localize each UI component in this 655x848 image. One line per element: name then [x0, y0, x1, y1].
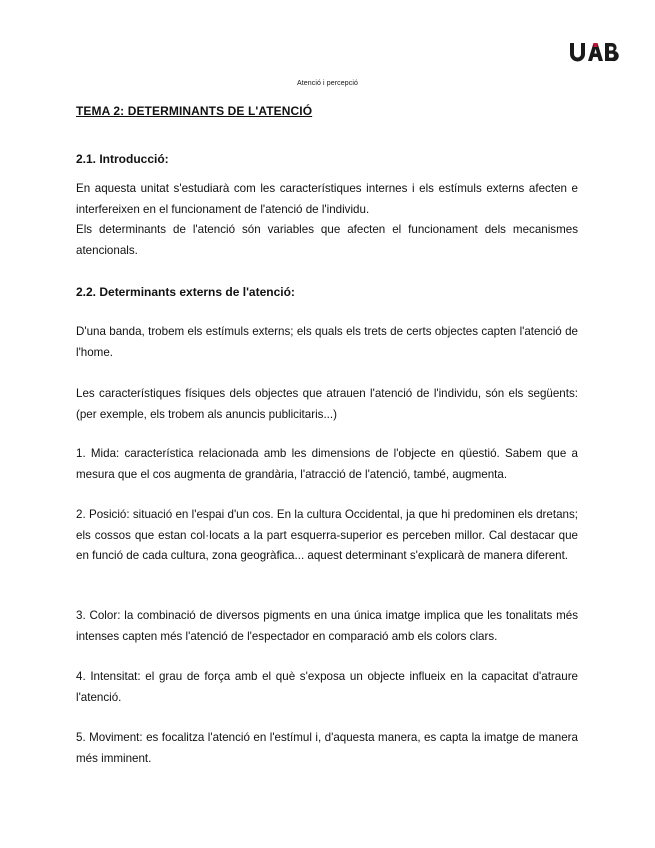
paragraph-intro-1: En aquesta unitat s'estudiarà com les característiques internes i els estímuls externs afecten e interfereixen en el funcionament de l'atenció de l'individu.: [76, 182, 578, 216]
list-item-intensitat: 4. Intensitat: el grau de força amb el què s'exposa un objecte influeix en la capacitat d'atraure l'atenció.: [76, 670, 578, 704]
section-heading-introduction: 2.1. Introducció:: [76, 152, 169, 166]
page-title: TEMA 2: DETERMINANTS DE L'ATENCIÓ: [76, 104, 313, 118]
paragraph-external-2: Les característiques físiques dels objectes que atrauen l'atenció de l'individu, són els següents: (per exemple, els trobem als anuncis publicitaris...): [76, 387, 578, 421]
list-item-mida: 1. Mida: característica relacionada amb les dimensions de l'objecte en qüestió. Sabem que a mesura que el cos augmenta de grandària, l'atracció de l'atenció, també, augmenta.: [76, 447, 578, 481]
paragraph-intro-2: Els determinants de l'atenció són variables que afecten el funcionament dels mecanismes atencionals.: [76, 223, 578, 257]
list-item-posicio: 2. Posició: situació en l'espai d'un cos. En la cultura Occidental, ja que hi predominen els dretans; els cossos que estan col·locats a la part esquerra-superior es perceben millor. Cal destacar que en funció de cada cultura, zona geogràfica... aquest determinant s'explicarà de manera diferent.: [76, 508, 578, 562]
section-heading-external-determinants: 2.2. Determinants externs de l'atenció:: [76, 285, 295, 299]
list-item-color: 3. Color: la combinació de diversos pigments en una única imatge implica que les tonalitats més intenses capten més l'atenció de l'espectador en comparació amb els colors clars.: [76, 609, 578, 643]
page-header: Atenció i percepció: [296, 80, 359, 87]
uab-logo: [569, 41, 619, 63]
paragraph-external-1: D'una banda, trobem els estímuls externs; els quals els trets de certs objectes capten l'atenció de l'home.: [76, 325, 578, 359]
uab-logo-icon: [569, 41, 619, 63]
list-item-moviment: 5. Moviment: es focalitza l'atenció en l'estímul i, d'aquesta manera, es capta la imatge de manera més imminent.: [76, 731, 578, 765]
